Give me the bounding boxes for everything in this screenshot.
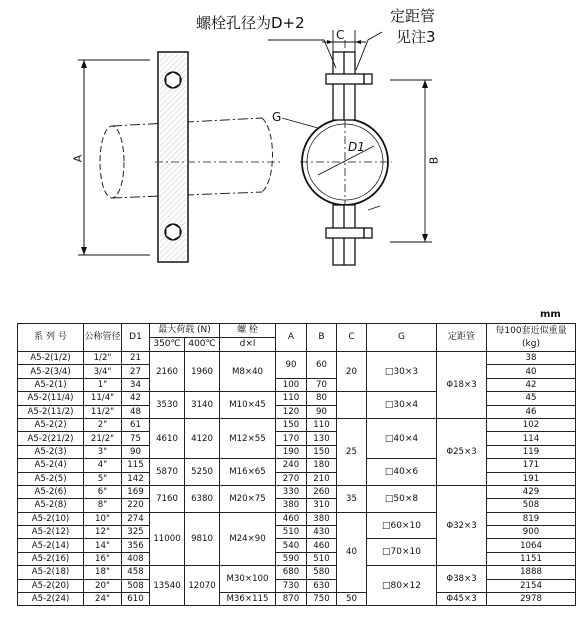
cell-bolt: M30×100: [220, 566, 276, 593]
cell-weight: 191: [487, 472, 576, 485]
cell-c: 40: [337, 512, 367, 592]
cell-bolt: M8×40: [220, 352, 276, 392]
cell-t350: 2160: [150, 352, 185, 392]
cell-di: 27: [122, 365, 150, 378]
cell-di: 75: [122, 432, 150, 445]
cell-bolt: M20×75: [220, 485, 276, 512]
cell-t350: 11000: [150, 512, 185, 566]
cell-b: 180: [307, 459, 337, 472]
cell-t400: 4120: [185, 418, 220, 458]
cell-b: 380: [307, 512, 337, 525]
cell-spacer: Φ25×3: [437, 418, 487, 485]
pipe-end-right: [262, 118, 273, 192]
cell-weight: 171: [487, 459, 576, 472]
cell-t350: 13540: [150, 566, 185, 606]
cell-series: A5-2(11/2): [18, 405, 84, 418]
cell-c: [337, 392, 367, 419]
cell-b: 70: [307, 378, 337, 391]
header-c: C: [337, 324, 367, 352]
cell-bolt: M10×45: [220, 392, 276, 419]
cell-b: 310: [307, 499, 337, 512]
table-row: [18, 405, 576, 418]
cell-b: 260: [307, 485, 337, 498]
bolt-hole-label: 螺栓孔径为D+2: [196, 14, 305, 32]
cell-t400: 1960: [185, 352, 220, 392]
cell-di: 21: [122, 352, 150, 365]
cell-weight: 508: [487, 499, 576, 512]
cell-t350: 4610: [150, 418, 185, 458]
header-g: G: [367, 324, 437, 352]
cell-di: 408: [122, 552, 150, 565]
cell-b: 510: [307, 552, 337, 565]
cell-series: A5-2(3): [18, 445, 84, 458]
cell-g: □30×4: [367, 392, 437, 419]
cell-nominal: 5": [84, 472, 122, 485]
cell-nominal: 16": [84, 552, 122, 565]
cell-series: A5-2(21/2): [18, 432, 84, 445]
cell-b: 580: [307, 566, 337, 579]
table-row: [18, 552, 576, 565]
cell-nominal: 2": [84, 418, 122, 431]
cell-a: 100: [276, 378, 307, 391]
cell-a: 510: [276, 526, 307, 539]
cell-weight: 38: [487, 352, 576, 365]
cell-g: □40×4: [367, 418, 437, 458]
cell-a: 90: [276, 352, 307, 379]
cell-di: 508: [122, 579, 150, 592]
cell-weight: 46: [487, 405, 576, 418]
dim-a-label: A: [71, 154, 85, 163]
cell-t400: 9810: [185, 512, 220, 566]
cell-g: □60×10: [367, 512, 437, 539]
cell-series: A5-2(18): [18, 566, 84, 579]
cell-nominal: 3/4": [84, 365, 122, 378]
cell-nominal: 21/2": [84, 432, 122, 445]
cell-series: A5-2(8): [18, 499, 84, 512]
cell-di: 458: [122, 566, 150, 579]
dim-g-label: G: [272, 110, 282, 124]
cell-weight: 429: [487, 485, 576, 498]
cell-b: 60: [307, 352, 337, 379]
cell-a: 460: [276, 512, 307, 525]
table-header: [18, 324, 576, 352]
cell-spacer: Φ45×3: [437, 593, 487, 606]
pipe-end-left: [100, 126, 124, 198]
cell-a: 730: [276, 579, 307, 592]
cell-a: 870: [276, 593, 307, 606]
cell-di: 142: [122, 472, 150, 485]
cell-b: 110: [307, 418, 337, 431]
header-bolt: 螺 栓: [220, 324, 276, 338]
dimension-a: [78, 60, 150, 255]
cell-bolt: M36×115: [220, 593, 276, 606]
cell-g: □50×8: [367, 485, 437, 512]
table-row: [18, 472, 576, 485]
header-a: A: [276, 324, 307, 352]
cell-di: 220: [122, 499, 150, 512]
cell-t350: 5870: [150, 459, 185, 486]
header-t400: 400℃: [185, 338, 220, 352]
header-di: D1: [122, 324, 150, 352]
cell-t350: 3530: [150, 392, 185, 419]
dimension-b: [390, 80, 432, 242]
cell-c: 35: [337, 485, 367, 512]
table-row: [18, 445, 576, 458]
table-row: [18, 499, 576, 512]
table-row: [18, 593, 576, 606]
cell-b: 80: [307, 392, 337, 405]
cell-a: 270: [276, 472, 307, 485]
cell-nominal: 8": [84, 499, 122, 512]
table-row: [18, 378, 576, 391]
cell-di: 90: [122, 445, 150, 458]
table-body: [18, 352, 576, 606]
cell-a: 380: [276, 499, 307, 512]
cell-nominal: 24": [84, 593, 122, 606]
cell-bolt: M24×90: [220, 512, 276, 566]
cell-series: A5-2(3/4): [18, 365, 84, 378]
cell-nominal: 6": [84, 485, 122, 498]
cell-weight: 2978: [487, 593, 576, 606]
cell-weight: 102: [487, 418, 576, 431]
header-spacer: 定距管: [437, 324, 487, 352]
cell-weight: 2154: [487, 579, 576, 592]
cell-b: 90: [307, 405, 337, 418]
cell-nominal: 11/4": [84, 392, 122, 405]
cell-weight: 42: [487, 378, 576, 391]
cell-b: 750: [307, 593, 337, 606]
cell-series: A5-2(2): [18, 418, 84, 431]
cell-di: 42: [122, 392, 150, 405]
cell-a: 190: [276, 445, 307, 458]
cell-di: 34: [122, 378, 150, 391]
cell-di: 61: [122, 418, 150, 431]
cell-a: 110: [276, 392, 307, 405]
table-row: [18, 526, 576, 539]
cell-nominal: 1/2": [84, 352, 122, 365]
cell-g: □80×12: [367, 566, 437, 606]
cell-weight: 40: [487, 365, 576, 378]
table-row: [18, 459, 576, 472]
table-row: [18, 392, 576, 405]
cell-di: 169: [122, 485, 150, 498]
header-series: 系 列 号: [18, 324, 84, 352]
table-row: [18, 579, 576, 592]
cell-b: 210: [307, 472, 337, 485]
cell-a: 590: [276, 552, 307, 565]
cell-a: 120: [276, 405, 307, 418]
spacer-tube-label: 定距管: [390, 7, 436, 25]
cell-t350: 7160: [150, 485, 185, 512]
cell-a: 240: [276, 459, 307, 472]
cell-g: □40×6: [367, 459, 437, 486]
cell-series: A5-2(20): [18, 579, 84, 592]
cell-nominal: 11/2": [84, 405, 122, 418]
cell-series: A5-2(5): [18, 472, 84, 485]
cell-nominal: 3": [84, 445, 122, 458]
header-b: B: [307, 324, 337, 352]
cell-di: 48: [122, 405, 150, 418]
cell-nominal: 12": [84, 526, 122, 539]
bolt-head-bottom: [165, 224, 181, 240]
cell-nominal: 1": [84, 378, 122, 391]
cell-weight: 45: [487, 392, 576, 405]
cell-nominal: 10": [84, 512, 122, 525]
cell-series: A5-2(1): [18, 378, 84, 391]
cell-b: 150: [307, 445, 337, 458]
cell-weight: 1151: [487, 552, 576, 565]
cell-weight: 114: [487, 432, 576, 445]
table-row: [18, 432, 576, 445]
table-row: [18, 566, 576, 579]
table-row: [18, 512, 576, 525]
cell-nominal: 18": [84, 566, 122, 579]
table-row: [18, 539, 576, 552]
header-t350: 350℃: [150, 338, 185, 352]
cell-a: 330: [276, 485, 307, 498]
bolt-head-top: [165, 72, 181, 88]
cell-series: A5-2(12): [18, 526, 84, 539]
cell-t400: 6380: [185, 485, 220, 512]
cell-series: A5-2(24): [18, 593, 84, 606]
cell-a: 540: [276, 539, 307, 552]
cell-series: A5-2(1/2): [18, 352, 84, 365]
cell-t400: 5250: [185, 459, 220, 486]
cell-b: 460: [307, 539, 337, 552]
see-note-label: 见注3: [396, 28, 436, 46]
dim-di-label: D1: [348, 140, 365, 154]
cell-spacer: Φ18×3: [437, 352, 487, 419]
spec-table: [17, 323, 576, 606]
table-row: [18, 418, 576, 431]
header-weight: 每100套近似重量 (kg): [487, 324, 576, 352]
cell-series: A5-2(16): [18, 552, 84, 565]
header-max-load: 最大荷载 (N): [150, 324, 220, 338]
cell-weight: 119: [487, 445, 576, 458]
cell-b: 130: [307, 432, 337, 445]
header-nominal: 公称管径: [84, 324, 122, 352]
cell-nominal: 20": [84, 579, 122, 592]
cell-nominal: 4": [84, 459, 122, 472]
cell-c: 50: [337, 593, 367, 606]
table-row: [18, 485, 576, 498]
cell-weight: 900: [487, 526, 576, 539]
cell-t400: 3140: [185, 392, 220, 419]
cell-series: A5-2(6): [18, 485, 84, 498]
cell-weight: 1888: [487, 566, 576, 579]
cell-weight: 1064: [487, 539, 576, 552]
cell-c: 25: [337, 418, 367, 485]
unit-label: mm: [540, 309, 561, 320]
cell-bolt: M16×65: [220, 459, 276, 486]
cell-a: 150: [276, 418, 307, 431]
table-row: [18, 352, 576, 365]
cell-spacer: Φ32×3: [437, 485, 487, 565]
cell-series: A5-2(10): [18, 512, 84, 525]
cell-g: □30×3: [367, 352, 437, 392]
cell-di: 325: [122, 526, 150, 539]
dim-b-label: B: [427, 156, 441, 165]
header-bolt-sub: d×l: [220, 338, 276, 352]
cell-nominal: 14": [84, 539, 122, 552]
cell-bolt: M12×55: [220, 418, 276, 458]
cell-a: 680: [276, 566, 307, 579]
cell-g: □70×10: [367, 539, 437, 566]
cell-di: 274: [122, 512, 150, 525]
cell-series: A5-2(4): [18, 459, 84, 472]
cell-series: A5-2(11/4): [18, 392, 84, 405]
cell-c: 20: [337, 352, 367, 392]
cell-b: 430: [307, 526, 337, 539]
cell-di: 356: [122, 539, 150, 552]
cell-b: 630: [307, 579, 337, 592]
side-view: [78, 52, 280, 262]
cell-series: A5-2(14): [18, 539, 84, 552]
cell-di: 115: [122, 459, 150, 472]
dim-c-label: C: [336, 28, 345, 42]
cell-weight: 819: [487, 512, 576, 525]
cell-di: 610: [122, 593, 150, 606]
cell-t400: 12070: [185, 566, 220, 606]
cell-spacer: Φ38×3: [437, 566, 487, 593]
cell-a: 170: [276, 432, 307, 445]
